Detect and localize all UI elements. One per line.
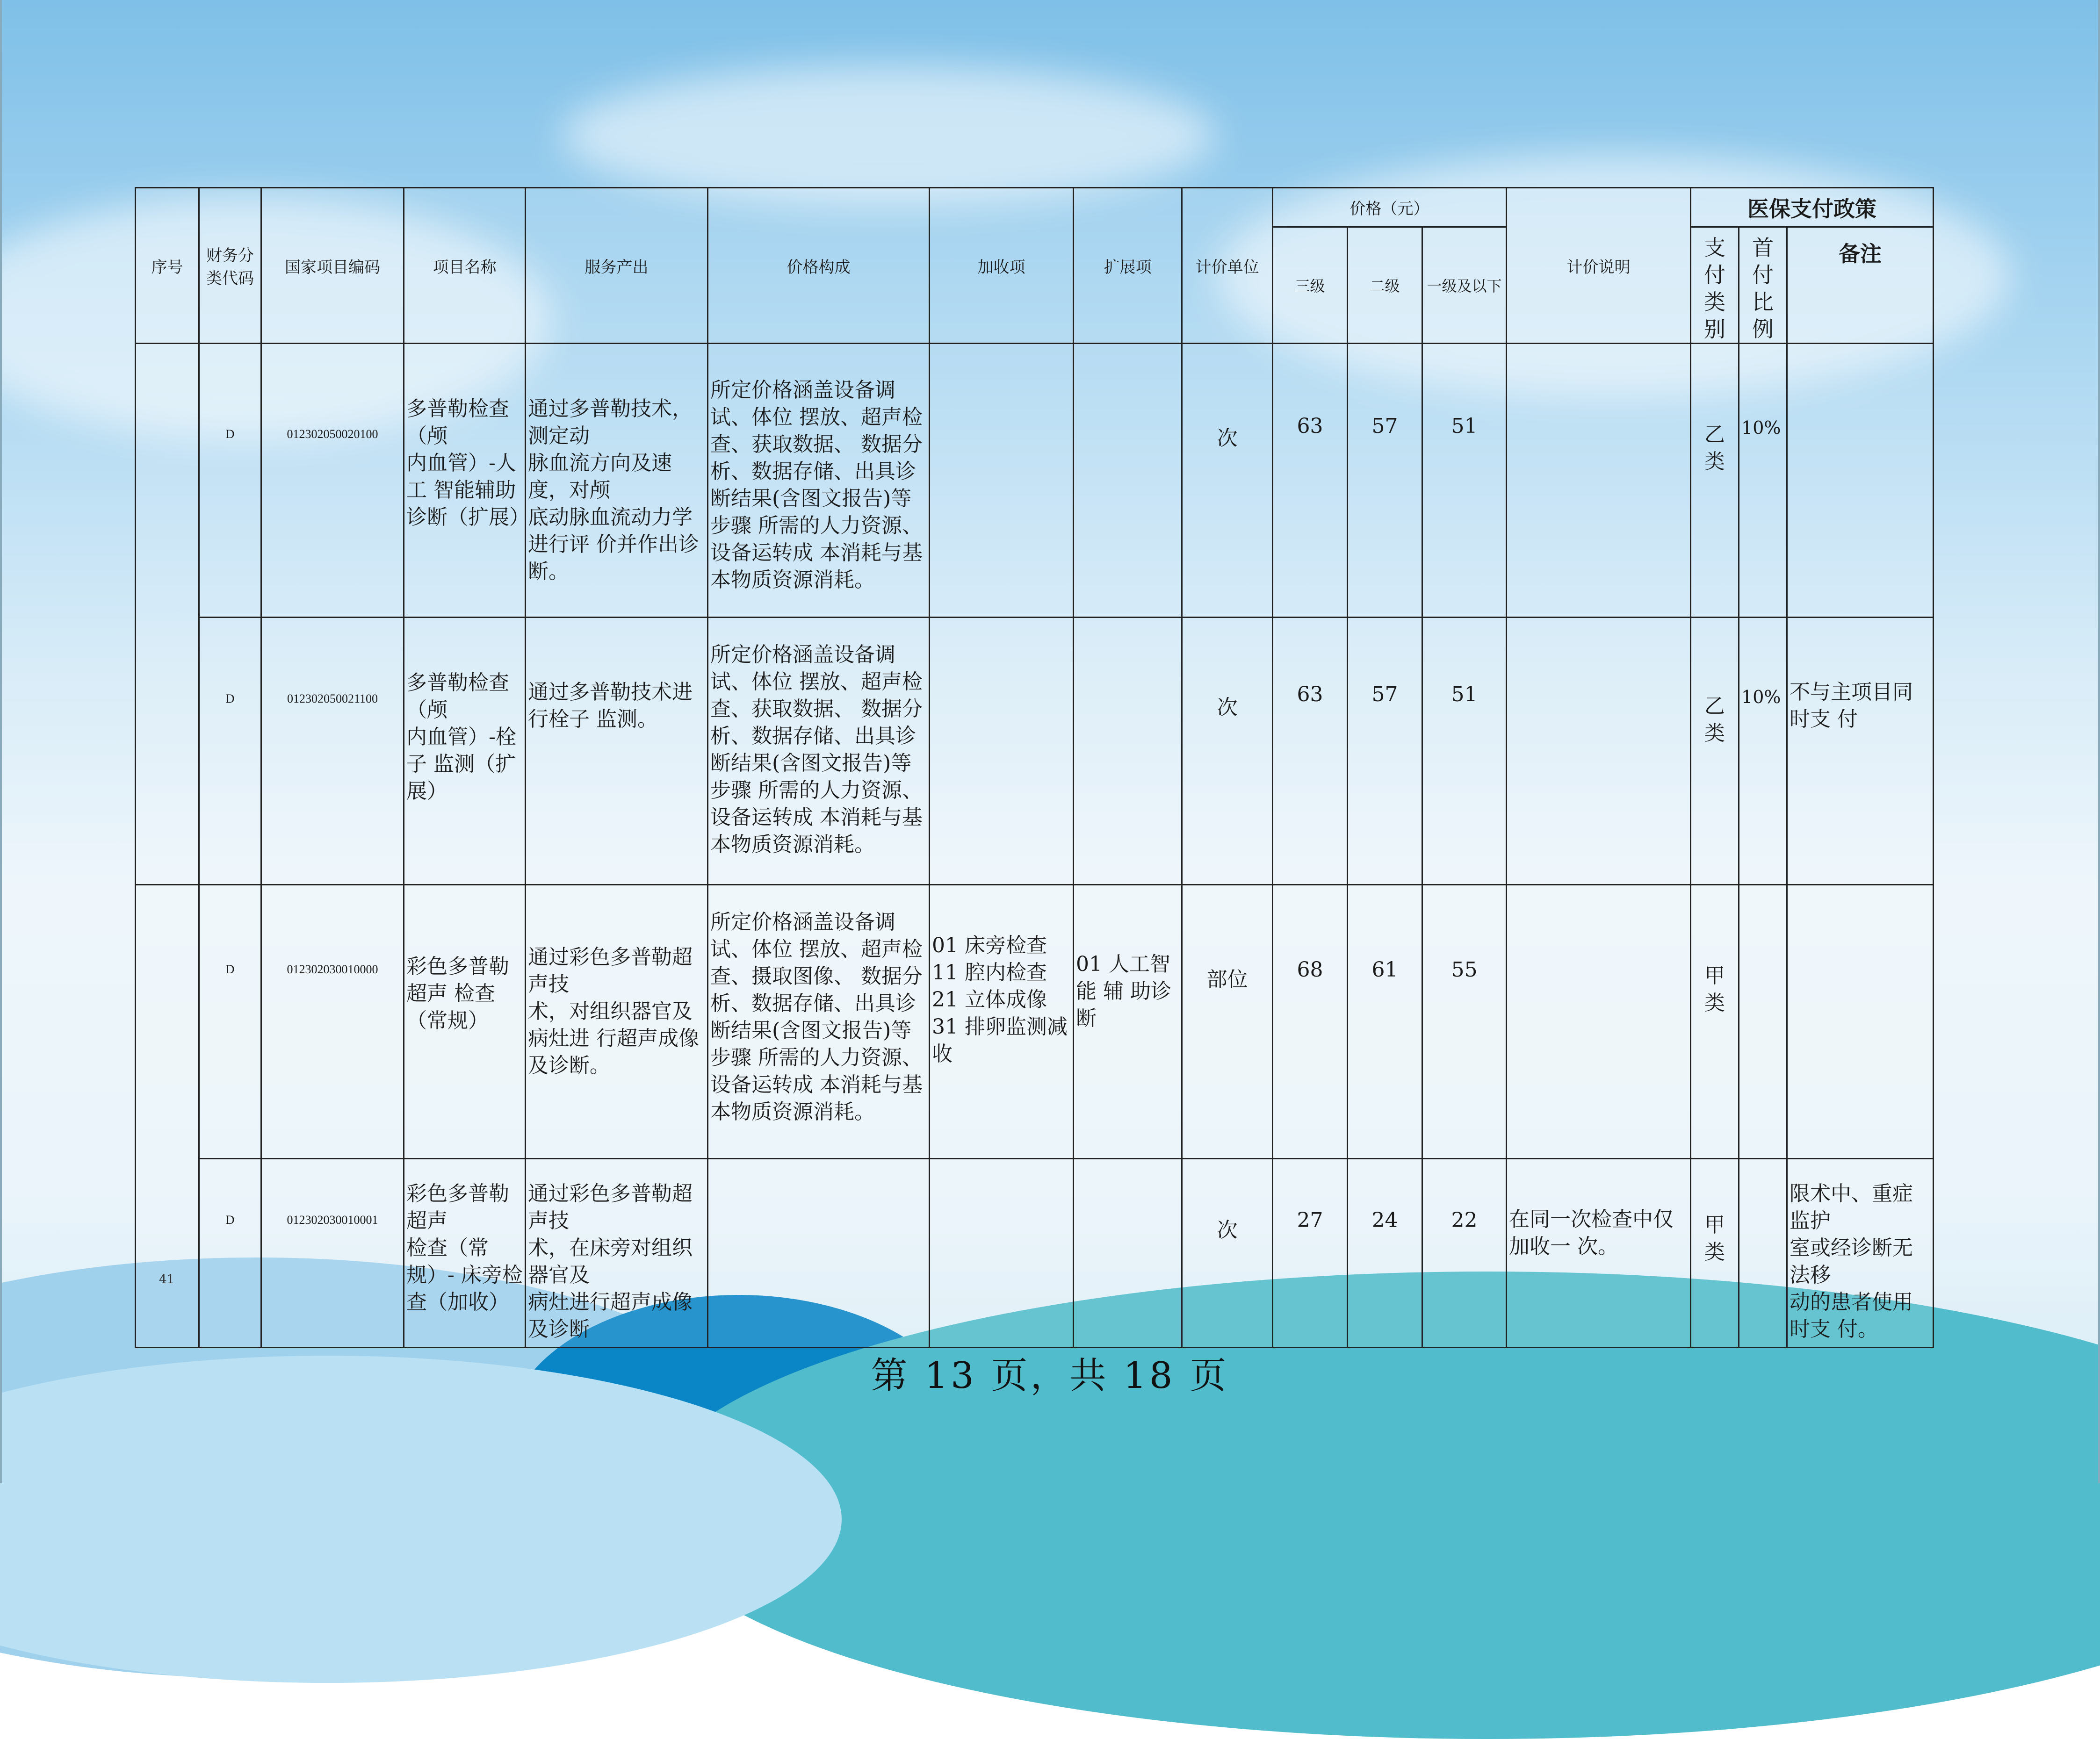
composition-cell	[708, 1159, 930, 1348]
fin-code-cell: D	[199, 618, 261, 885]
addon-cell	[930, 344, 1074, 618]
price-level3-cell: 27	[1273, 1159, 1348, 1348]
remark-cell	[1787, 885, 1934, 1159]
unit-cell: 次	[1182, 1159, 1273, 1348]
pay-type-cell: 甲类	[1691, 885, 1739, 1159]
extension-cell	[1074, 618, 1182, 885]
header-level2: 二级	[1348, 227, 1422, 344]
table-row	[136, 344, 1934, 618]
pay-type-cell: 乙类	[1691, 618, 1739, 885]
unit-cell: 次	[1182, 618, 1273, 885]
price-table	[135, 187, 1934, 1348]
seq-cell	[136, 344, 199, 885]
composition-cell: 所定价格涵盖设备调试、体位 摆放、超声检查、摄取图像、 数据分析、数据存储、出具诊 断结果(含图文报告)等步骤 所需的人力资源、设备运转成 本消耗与基本物质资源消耗。	[708, 885, 930, 1159]
service-cell: 通过多普勒技术，测定动 脉血流方向及速度，对颅 底动脉血流动力学进行评 价并作出诊断。	[526, 344, 708, 618]
header-service: 服务产出	[526, 188, 708, 344]
extension-cell	[1074, 1159, 1182, 1348]
nat-code-cell: 012302030010000	[261, 885, 404, 1159]
price-level3-cell: 63	[1273, 618, 1348, 885]
header-unit: 计价单位	[1182, 188, 1273, 344]
header-pay-type: 支付类别	[1691, 227, 1739, 344]
service-cell: 通过彩色多普勒超声技 术，对组织器官及病灶进 行超声成像及诊断。	[526, 885, 708, 1159]
nat-code-cell: 012302030010001	[261, 1159, 404, 1348]
addon-cell: 01 床旁检查 11 腔内检查 21 立体成像 31 排卵监测减收	[930, 885, 1074, 1159]
pricing-note-cell	[1507, 885, 1691, 1159]
table-row	[136, 1159, 1934, 1348]
pricing-note-cell: 在同一次检查中仅加收一 次。	[1507, 1159, 1691, 1348]
addon-cell	[930, 618, 1074, 885]
remark-cell: 不与主项目同时支 付	[1787, 618, 1934, 885]
pay-type-cell: 甲类	[1691, 1159, 1739, 1348]
price-level1-cell: 55	[1422, 885, 1507, 1159]
side-page-number: 41	[159, 1272, 175, 1286]
header-level1: 一级及以下	[1422, 227, 1507, 344]
fin-code-cell: D	[199, 885, 261, 1159]
header-name: 项目名称	[404, 188, 526, 344]
header-first-ratio: 首付比例	[1739, 227, 1787, 344]
first-ratio-cell: 10%	[1739, 344, 1787, 618]
table-row	[136, 885, 1934, 1159]
price-level1-cell: 51	[1422, 618, 1507, 885]
header-nat-code: 国家项目编码	[261, 188, 404, 344]
price-level2-cell: 57	[1348, 618, 1422, 885]
header-policy-group: 医保支付政策	[1691, 188, 1934, 227]
price-level1-cell: 51	[1422, 344, 1507, 618]
pricing-note-cell	[1507, 618, 1691, 885]
fin-code-cell: D	[199, 1159, 261, 1348]
price-level1-cell: 22	[1422, 1159, 1507, 1348]
header-seq: 序号	[136, 188, 199, 344]
header-fin-code: 财务分类代码	[199, 188, 261, 344]
header-remark: 备注	[1787, 227, 1934, 344]
header-pricing-note: 计价说明	[1507, 188, 1691, 344]
project-name-cell: 彩色多普勒超声 检查（常规）- 床旁检查（加收）	[404, 1159, 526, 1348]
first-ratio-cell	[1739, 885, 1787, 1159]
header-price-group: 价格（元）	[1273, 188, 1507, 227]
first-ratio-cell: 10%	[1739, 618, 1787, 885]
nat-code-cell: 012302050020100	[261, 344, 404, 618]
header-extension: 扩展项	[1074, 188, 1182, 344]
service-cell: 通过多普勒技术进行栓子 监测。	[526, 618, 708, 885]
price-level2-cell: 61	[1348, 885, 1422, 1159]
unit-cell: 部位	[1182, 885, 1273, 1159]
table-row	[136, 618, 1934, 885]
fin-code-cell: D	[199, 344, 261, 618]
header-composition: 价格构成	[708, 188, 930, 344]
header-level3: 三级	[1273, 227, 1348, 344]
extension-cell: 01 人工智能 辅 助诊断	[1074, 885, 1182, 1159]
pricing-note-cell	[1507, 344, 1691, 618]
price-level3-cell: 68	[1273, 885, 1348, 1159]
first-ratio-cell	[1739, 1159, 1787, 1348]
project-name-cell: 彩色多普勒超声 检查（常规）	[404, 885, 526, 1159]
pay-type-cell: 乙类	[1691, 344, 1739, 618]
unit-cell: 次	[1182, 344, 1273, 618]
header-addon: 加收项	[930, 188, 1074, 344]
remark-cell: 限术中、重症监护 室或经诊断无法移 动的患者使用时支 付。	[1787, 1159, 1934, 1348]
composition-cell: 所定价格涵盖设备调试、体位 摆放、超声检查、获取数据、 数据分析、数据存储、出具诊 断结果(含图文报告)等步骤 所需的人力资源、设备运转成 本消耗与基本物质资源消耗。	[708, 344, 930, 618]
header-row	[136, 188, 1934, 227]
price-level2-cell: 24	[1348, 1159, 1422, 1348]
nat-code-cell: 012302050021100	[261, 618, 404, 885]
project-name-cell: 多普勒检查（颅 内血管）-栓子 监测（扩展）	[404, 618, 526, 885]
composition-cell: 所定价格涵盖设备调试、体位 摆放、超声检查、获取数据、 数据分析、数据存储、出具诊 断结果(含图文报告)等步骤 所需的人力资源、设备运转成 本消耗与基本物质资源消耗。	[708, 618, 930, 885]
page-footer: 第 13 页，共 18 页	[871, 1355, 1229, 1397]
price-level3-cell: 63	[1273, 344, 1348, 618]
addon-cell	[930, 1159, 1074, 1348]
price-level2-cell: 57	[1348, 344, 1422, 618]
extension-cell	[1074, 344, 1182, 618]
project-name-cell: 多普勒检查（颅 内血管）-人工 智能辅助诊断（扩展）	[404, 344, 526, 618]
remark-cell	[1787, 344, 1934, 618]
service-cell: 通过彩色多普勒超声技 术，在床旁对组织器官及 病灶进行超声成像及诊断	[526, 1159, 708, 1348]
